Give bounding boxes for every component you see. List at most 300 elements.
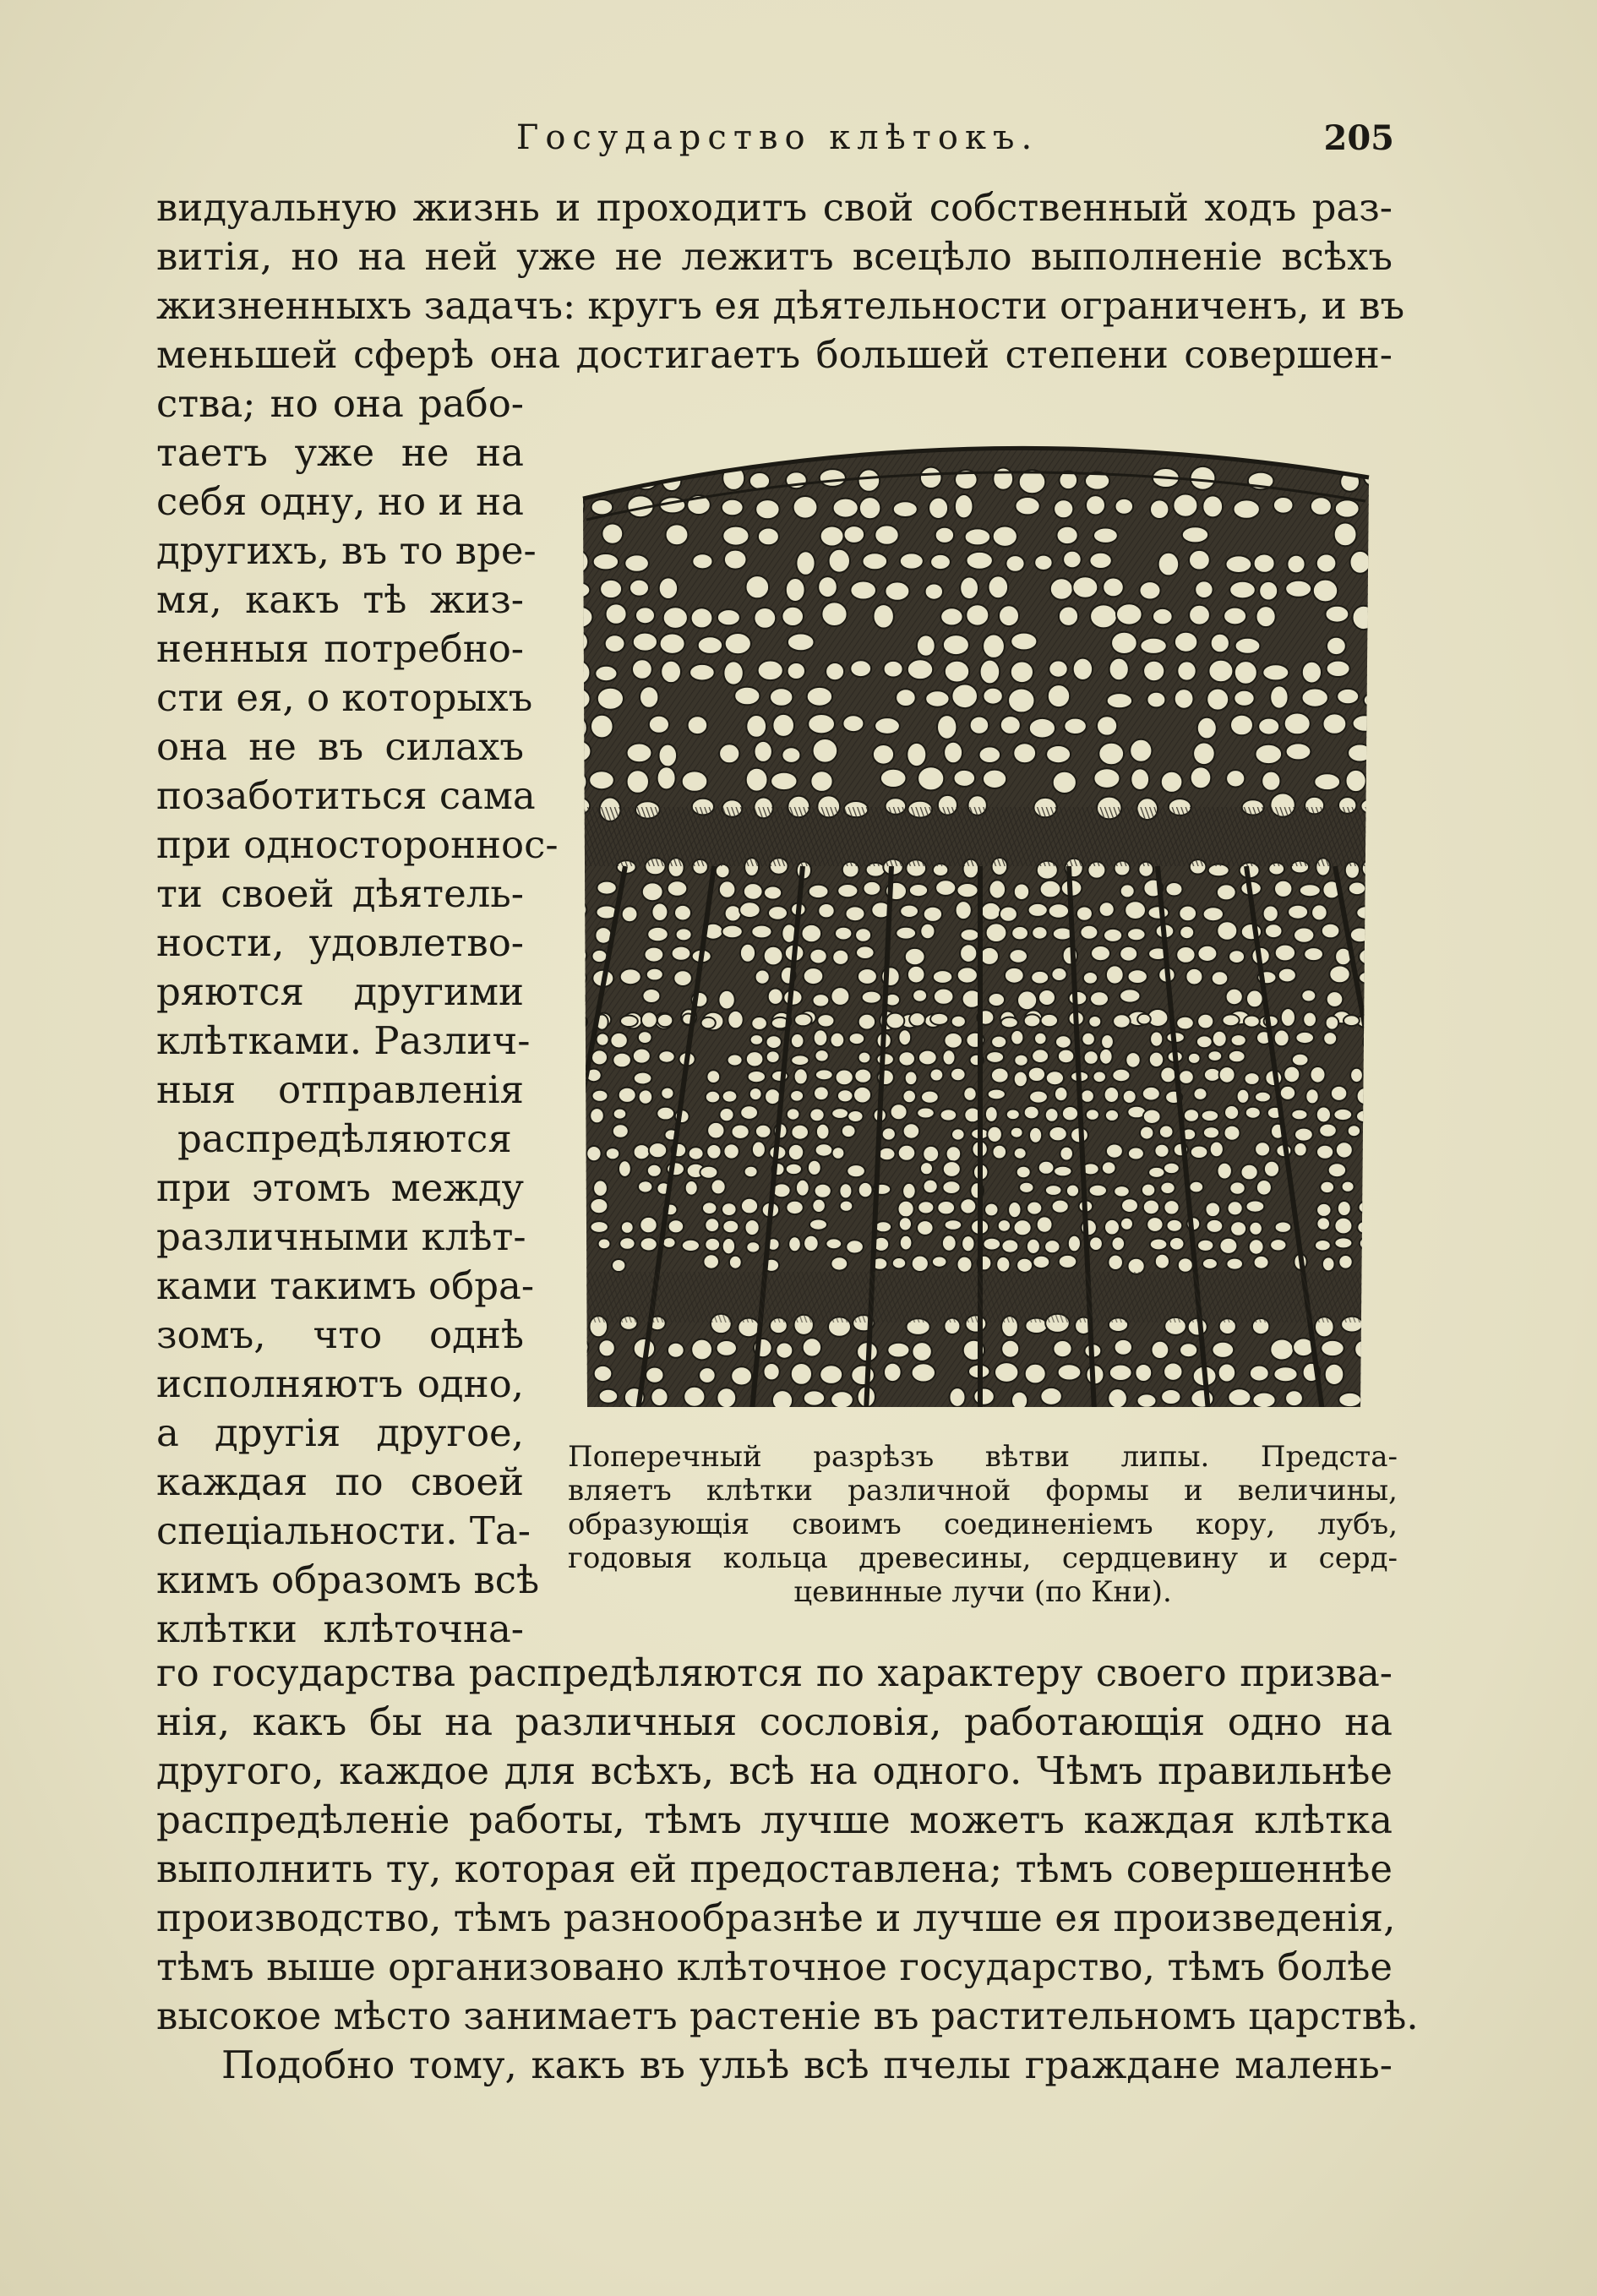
cell-mark <box>1189 605 1210 625</box>
cell-mark <box>864 881 881 896</box>
cell-mark <box>1203 907 1224 921</box>
cell-mark <box>1055 1087 1068 1101</box>
cell-mark <box>1180 1343 1197 1357</box>
cell-mark <box>1121 1198 1138 1213</box>
cell-mark <box>723 661 743 684</box>
cell-mark <box>633 1049 651 1064</box>
cell-mark <box>923 1146 939 1162</box>
cell-mark <box>1011 662 1033 684</box>
cell-mark <box>1230 715 1253 736</box>
cell-mark <box>1150 499 1169 519</box>
cell-mark <box>749 1088 762 1100</box>
cell-mark <box>1166 882 1183 896</box>
cell-mark <box>1274 1030 1289 1047</box>
text-line: себя одну, но и на <box>156 479 524 524</box>
cell-mark <box>875 1221 892 1232</box>
cell-mark <box>630 580 649 597</box>
cell-mark <box>1062 1106 1078 1121</box>
cell-mark <box>1241 1164 1258 1181</box>
cell-mark <box>657 1107 674 1121</box>
cell-mark <box>641 1012 657 1028</box>
cell-mark <box>1193 743 1215 766</box>
cell-mark <box>1066 1185 1079 1197</box>
cell-mark <box>1114 1186 1130 1197</box>
cell-mark <box>816 1124 830 1140</box>
cell-mark <box>723 1143 739 1159</box>
cell-mark <box>1288 905 1308 919</box>
cell-mark <box>1125 901 1146 919</box>
cell-mark <box>1142 1087 1160 1101</box>
cross-section-engraving <box>575 427 1373 1411</box>
cell-mark <box>846 906 865 921</box>
cell-mark <box>804 1235 819 1252</box>
cell-mark <box>1037 1216 1053 1232</box>
cell-mark <box>716 864 730 879</box>
cell-mark <box>1153 608 1173 624</box>
cell-mark <box>772 714 794 737</box>
cell-mark <box>907 743 926 766</box>
cell-mark <box>942 1235 957 1251</box>
cell-mark <box>818 903 834 918</box>
cell-mark <box>979 746 1001 763</box>
cell-mark <box>1226 989 1243 1005</box>
cell-mark <box>989 575 1009 598</box>
cell-mark <box>1348 744 1371 762</box>
caption-line: вляетъ клѣтки различной формы и величины, <box>568 1474 1398 1508</box>
cell-mark <box>746 715 766 738</box>
cell-mark <box>951 1128 965 1140</box>
cell-mark <box>646 1367 663 1383</box>
cell-mark <box>884 661 903 678</box>
cell-mark <box>1285 1390 1303 1406</box>
cell-mark <box>903 1123 920 1138</box>
cell-mark <box>649 716 669 734</box>
cell-mark <box>893 501 918 517</box>
cell-mark <box>752 1142 766 1158</box>
cell-mark <box>1147 692 1165 708</box>
cell-mark <box>1001 1340 1019 1358</box>
cell-mark <box>1158 553 1180 576</box>
cell-mark <box>1270 1239 1286 1251</box>
cell-mark <box>1063 551 1082 569</box>
cell-mark <box>647 1164 662 1177</box>
cell-mark <box>1106 965 1124 984</box>
cell-mark <box>1212 1342 1234 1358</box>
cell-mark <box>575 946 586 965</box>
cell-mark <box>1189 1181 1203 1193</box>
cell-mark <box>1208 660 1233 683</box>
cell-mark <box>1217 921 1237 940</box>
cell-mark <box>640 686 658 708</box>
cell-mark <box>996 1257 1010 1273</box>
cell-mark <box>788 1236 801 1252</box>
cell-mark <box>1054 1166 1071 1177</box>
cell-mark <box>1353 715 1373 732</box>
cell-mark <box>663 607 688 629</box>
cell-mark <box>638 1181 652 1192</box>
cell-mark <box>925 690 949 706</box>
cell-mark <box>1104 1219 1120 1235</box>
cell-mark <box>1086 495 1105 515</box>
cell-mark <box>896 689 916 706</box>
cell-mark <box>666 524 689 545</box>
cell-mark <box>1051 968 1066 981</box>
cell-mark <box>750 1034 764 1045</box>
cell-mark <box>873 744 894 765</box>
cell-mark <box>1337 689 1359 704</box>
cell-mark <box>880 769 907 788</box>
cell-mark <box>1142 1184 1155 1197</box>
cell-mark <box>844 526 865 543</box>
cell-mark <box>575 661 590 684</box>
cell-mark <box>1050 578 1073 599</box>
cell-mark <box>1099 1049 1113 1065</box>
cell-mark <box>1218 1163 1232 1180</box>
cell-mark <box>1316 1217 1330 1230</box>
cell-mark <box>917 635 935 656</box>
cell-mark <box>598 1239 611 1250</box>
cell-mark <box>1230 1221 1246 1236</box>
cell-mark <box>831 987 849 1006</box>
cell-mark <box>815 1143 833 1156</box>
cell-mark <box>943 1050 956 1065</box>
cell-mark <box>796 551 815 575</box>
cell-mark <box>744 1166 758 1177</box>
cell-mark <box>1311 497 1332 515</box>
cell-mark <box>660 634 685 654</box>
cell-mark <box>746 575 770 598</box>
cell-mark <box>1082 1033 1095 1046</box>
cell-mark <box>700 1166 717 1179</box>
cell-mark <box>719 1108 733 1121</box>
caption-line: Поперечный разрѣзъ вѣтви липы. Предста- <box>568 1440 1398 1474</box>
cell-mark <box>1333 1109 1352 1121</box>
cell-mark <box>1143 1110 1161 1124</box>
cell-mark <box>1014 1219 1032 1235</box>
cell-mark <box>1354 1340 1371 1358</box>
cell-mark <box>1285 581 1311 597</box>
cell-mark <box>766 1050 780 1063</box>
cell-mark <box>595 666 617 681</box>
cell-mark <box>689 664 715 681</box>
cell-mark <box>1197 1014 1213 1029</box>
cell-mark <box>661 1088 673 1099</box>
text-line: ныя отправленія <box>156 1067 524 1112</box>
cell-mark <box>1336 1142 1353 1158</box>
cell-mark <box>1262 772 1280 791</box>
cell-mark <box>1081 1089 1094 1102</box>
cell-mark <box>1107 693 1132 708</box>
cell-mark <box>902 1090 916 1104</box>
cell-mark <box>719 744 739 763</box>
cell-mark <box>1103 578 1124 597</box>
text-line: позаботиться сама <box>156 773 536 818</box>
cell-mark <box>909 1012 925 1026</box>
cell-mark <box>786 1201 803 1214</box>
cell-mark <box>642 989 660 1003</box>
cell-mark <box>1173 494 1197 517</box>
cell-mark <box>951 1016 966 1028</box>
cell-mark <box>1093 528 1118 543</box>
cell-mark <box>831 1391 853 1408</box>
cell-mark <box>676 928 692 941</box>
cell-mark <box>1176 1017 1194 1030</box>
cell-mark <box>1143 661 1164 681</box>
cell-mark <box>765 1088 780 1104</box>
cell-mark <box>788 663 805 679</box>
cell-mark <box>924 1180 938 1194</box>
running-head <box>0 118 1597 169</box>
cell-mark <box>1017 990 1037 1010</box>
cell-mark <box>859 497 880 519</box>
cell-mark <box>808 714 835 734</box>
cell-mark <box>606 1148 619 1159</box>
cell-mark <box>951 1068 966 1082</box>
text-line: витія, но на ней уже не лежитъ всецѣло выполненіе всѣхъ <box>156 234 1393 279</box>
cell-mark <box>965 528 991 545</box>
cell-mark <box>575 864 584 878</box>
cell-mark <box>698 636 722 654</box>
cell-mark <box>918 1201 934 1213</box>
cell-mark <box>1098 743 1124 765</box>
cell-mark <box>755 970 770 984</box>
cell-mark <box>1017 1258 1033 1273</box>
cell-mark <box>1327 637 1346 655</box>
cell-mark <box>826 663 844 680</box>
cell-mark <box>957 1257 973 1273</box>
text-line: каждая по своей <box>156 1459 524 1504</box>
cell-mark <box>951 684 978 709</box>
cell-mark <box>786 578 805 602</box>
cell-mark <box>1089 1236 1103 1251</box>
cell-mark <box>1300 884 1321 897</box>
cell-mark <box>1273 1366 1297 1382</box>
cell-mark <box>988 1089 1006 1100</box>
cell-mark <box>1327 991 1344 1007</box>
cell-mark <box>1229 581 1256 599</box>
cell-mark <box>782 607 804 626</box>
cell-mark <box>691 608 713 628</box>
cell-mark <box>722 1203 737 1216</box>
cell-mark <box>620 1016 638 1027</box>
cell-mark <box>1011 1127 1023 1138</box>
cell-mark <box>794 1014 812 1027</box>
cell-mark <box>832 1147 845 1159</box>
cell-mark <box>591 499 613 515</box>
cell-mark <box>942 1181 960 1194</box>
cell-mark <box>640 1237 657 1251</box>
cell-mark <box>1040 1388 1061 1405</box>
cell-mark <box>705 1218 719 1232</box>
cell-mark <box>718 990 734 1010</box>
cell-mark <box>688 716 708 734</box>
cell-mark <box>1055 1035 1071 1048</box>
cell-mark <box>745 1219 760 1235</box>
text-line: различными клѣт- <box>156 1214 526 1259</box>
cell-mark <box>613 1053 631 1068</box>
cell-mark <box>1321 1340 1344 1356</box>
cell-mark <box>1120 989 1140 1002</box>
text-line: клѣтками. Различ- <box>156 1018 531 1063</box>
cell-mark <box>1008 1202 1021 1218</box>
cell-mark <box>1113 1014 1131 1028</box>
cell-mark <box>1313 580 1338 603</box>
cell-mark <box>1294 1128 1313 1142</box>
cell-mark <box>940 608 962 625</box>
cell-mark <box>1211 634 1229 653</box>
cell-mark <box>1320 1181 1334 1193</box>
cell-mark <box>575 991 586 1006</box>
cell-mark <box>930 1013 948 1025</box>
cell-mark <box>1287 555 1305 574</box>
cell-mark <box>1038 1161 1055 1175</box>
cell-mark <box>999 605 1019 626</box>
cell-mark <box>1217 884 1236 900</box>
cell-mark <box>820 469 846 487</box>
cell-mark <box>597 1033 609 1046</box>
cell-mark <box>875 717 900 734</box>
cell-mark <box>995 1362 1018 1383</box>
cell-mark <box>963 1087 976 1101</box>
cell-mark <box>622 906 638 922</box>
cell-mark <box>1000 716 1021 734</box>
cell-mark <box>855 928 871 942</box>
cell-mark <box>1029 1127 1042 1143</box>
cell-mark <box>635 607 655 624</box>
cell-mark <box>701 1017 716 1029</box>
cell-mark <box>858 968 877 984</box>
cell-mark <box>649 1143 667 1158</box>
text-line: ства; но она рабо- <box>156 381 524 426</box>
cell-mark <box>791 1125 809 1140</box>
text-line: при этомъ между <box>156 1165 524 1210</box>
cell-mark <box>1228 1388 1251 1406</box>
cell-mark <box>1150 1032 1163 1047</box>
cell-mark <box>1137 1393 1157 1407</box>
cell-mark <box>1213 1031 1227 1047</box>
cell-mark <box>1049 661 1067 678</box>
cell-mark <box>717 1340 737 1356</box>
cell-mark <box>1131 768 1149 790</box>
cell-mark <box>1120 946 1137 962</box>
cell-mark <box>813 994 830 1006</box>
cell-mark <box>1169 1237 1185 1251</box>
cell-mark <box>1108 1255 1123 1270</box>
cell-mark <box>1180 926 1194 940</box>
cell-mark <box>590 1108 604 1123</box>
cell-mark <box>1363 1034 1373 1050</box>
cell-mark <box>1160 1182 1175 1194</box>
cell-mark <box>989 880 1006 898</box>
cell-mark <box>986 1051 1004 1063</box>
cell-mark <box>575 924 585 938</box>
cell-mark <box>619 1237 635 1250</box>
cell-mark <box>1245 1107 1261 1119</box>
cell-mark <box>1140 1126 1153 1140</box>
cell-mark <box>1112 1236 1126 1251</box>
cell-mark <box>575 1181 585 1196</box>
cell-mark <box>791 1055 809 1066</box>
cell-mark <box>943 635 969 655</box>
cell-mark <box>592 950 608 963</box>
cell-mark <box>1335 499 1360 517</box>
figure-caption <box>568 1440 1398 1609</box>
text-line: мя, какъ тѣ жиз- <box>156 577 524 622</box>
cell-mark <box>898 1029 911 1045</box>
cell-mark <box>598 1339 614 1356</box>
cell-mark <box>849 1033 865 1044</box>
cell-mark <box>1195 581 1213 598</box>
cell-mark <box>1148 1167 1164 1178</box>
cell-mark <box>1325 1364 1344 1385</box>
cell-mark <box>934 989 954 1005</box>
cell-mark <box>815 1069 833 1080</box>
cell-mark <box>1137 1014 1151 1025</box>
cell-mark <box>632 659 652 679</box>
cell-mark <box>1294 1143 1306 1156</box>
cell-mark <box>986 923 1007 942</box>
cell-mark <box>1120 884 1135 897</box>
cell-mark <box>684 1387 705 1407</box>
cell-mark <box>634 1144 650 1159</box>
cell-mark <box>1058 1050 1074 1064</box>
cell-mark <box>1206 1203 1221 1218</box>
cell-mark <box>754 608 776 629</box>
text-line: исполняютъ одно, <box>156 1361 524 1406</box>
cell-mark <box>1053 772 1076 794</box>
cell-mark <box>786 1164 802 1175</box>
cell-mark <box>1126 1052 1140 1068</box>
cell-mark <box>1219 1238 1237 1254</box>
cell-mark <box>1328 1163 1346 1177</box>
cell-mark <box>1109 1365 1132 1381</box>
cell-mark <box>920 467 942 488</box>
cell-mark <box>1254 554 1275 573</box>
text-line: ти своей дѣятель- <box>156 871 524 916</box>
cell-mark <box>575 607 592 628</box>
cell-mark <box>1291 1110 1307 1121</box>
cell-mark <box>589 771 614 789</box>
cell-mark <box>1226 555 1252 573</box>
cell-mark <box>575 1031 584 1044</box>
cell-mark <box>1197 1240 1213 1252</box>
cell-mark <box>1295 1032 1314 1044</box>
cell-mark <box>807 687 832 706</box>
cell-mark <box>980 660 1000 684</box>
cell-mark <box>1045 1185 1062 1196</box>
cell-mark <box>840 1201 853 1212</box>
cell-mark <box>1255 1142 1270 1156</box>
cell-mark <box>791 1033 804 1048</box>
caption-line: годовыя кольца древесины, сердцевину и серд- <box>568 1541 1398 1575</box>
cell-mark <box>804 1390 825 1405</box>
cell-mark <box>1259 581 1278 601</box>
cell-mark <box>722 925 742 939</box>
cell-mark <box>1202 1110 1219 1121</box>
cell-mark <box>639 1089 653 1104</box>
cell-mark <box>1331 1086 1347 1101</box>
cell-mark <box>877 1053 894 1065</box>
cell-mark <box>1088 1016 1101 1028</box>
text-line: жизненныхъ задачъ: кругъ ея дѣятельности ограниченъ, и въ <box>156 283 1405 328</box>
text-line: другого, каждое для всѣхъ, всѣ на одного. Чѣмъ правильнѣе <box>156 1748 1393 1793</box>
cell-mark <box>920 924 935 940</box>
cell-mark <box>921 1091 939 1104</box>
cell-mark <box>768 989 783 1005</box>
cell-mark <box>1294 928 1314 943</box>
cell-mark <box>1250 1366 1269 1382</box>
cell-mark <box>685 1181 698 1196</box>
